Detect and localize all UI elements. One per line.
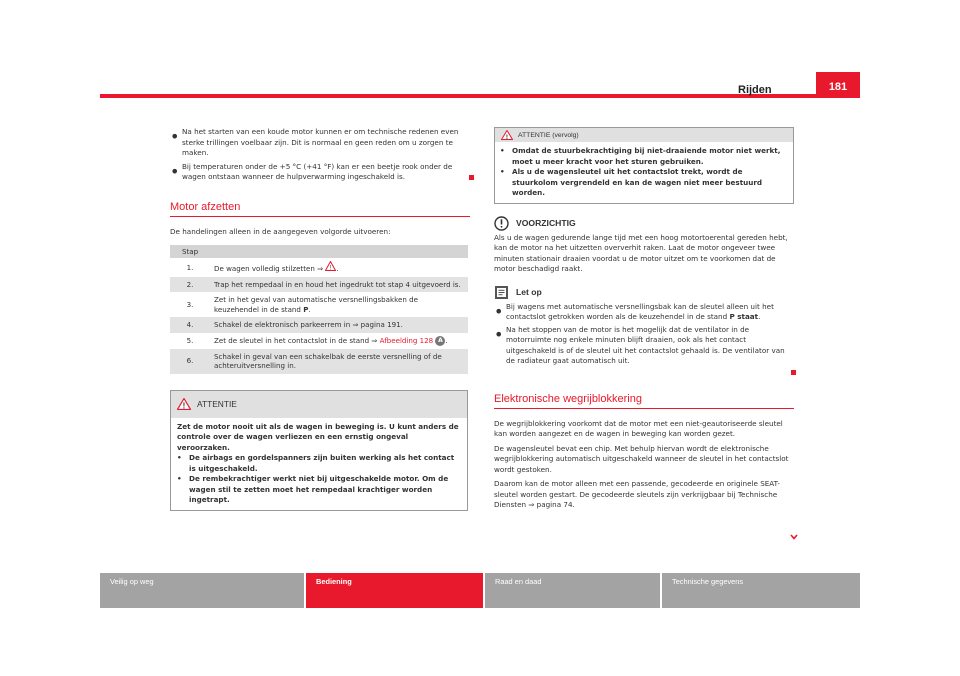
warning-bullet: • Omdat de stuurbekrachtiging bij niet-draaiende motor niet werkt, moet u meer kracht voor het sturen gebruiken. [500,146,781,166]
footer-tab-raad-en-daad[interactable]: Raad en daad [485,573,660,608]
section-heading-wegrijblokkering: Elektronische wegrijblokkering [494,393,794,409]
intro-bullet: • Bij temperaturen onder de +5 °C (+41 °F) kan er een beetje rook onder de wagen ontstaan wanneer de hulpverwarming ingeschakeld is. [170,161,453,181]
svg-text:!: ! [505,133,509,140]
table-row: 6. Schakel in geval van een schakelbak de eerste versnelling of de achteruitversnelling in. [170,349,468,374]
caution-block [494,216,794,275]
warning-bullet: • De airbags en gordelspanners zijn buiten werking als het contact is uitgeschakeld. [177,453,455,473]
note-bullet: • Na het stoppen van de motor is het mogelijk dat de ventilator in de motorruimte nog enkele minuten blijft draaien, ook als het contact uitgeschakeld is of de sleutel uit het contactslot gehaald is. De ventilator van de radiateur gaat automatisch uit. [494,324,785,365]
left-column [170,127,470,511]
footer-tab-bediening[interactable]: Bediening [306,573,483,608]
table-row: 2. Trap het rempedaal in en houd het ingedrukt tot stap 4 uitgevoerd is. [170,277,468,293]
warning-triangle-icon [177,398,191,410]
svg-text:!: ! [329,265,332,271]
page-number: 181 [816,72,860,98]
table-header: Stap [170,245,468,258]
warning-continued-box [494,127,794,204]
position-badge: A [435,336,445,346]
steps-table [170,245,468,374]
bullet-icon: • [500,167,505,176]
table-row: 5. Zet de sleutel in het contactslot in de stand ⇒ Afbeelding 128 A . [186,335,448,345]
table-row: 3. Zet in het geval van automatische versnellingsbakken de keuzehendel in de stand P. [186,295,418,314]
bullet-icon: • [170,161,180,181]
bullet-icon: • [500,146,505,155]
footer-tab-technische-gegevens[interactable]: Technische gegevens [662,573,860,608]
section-intro: De handelingen alleen in de aangegeven volgorde uitvoeren: [170,226,391,236]
paragraph: Daarom kan de motor alleen met een passende, gecodeerde en originele SEAT-sleutel worden gestart. De gecodeerde sleutels zijn verkrijgbaar bij Technische Diensten ⇒ pagina 74. [494,479,780,509]
caution-text: Als u de wagen gedurende lange tijd met een hoog motortoerental gereden hebt, kan de motor na het uitzetten oververhit raken. Laat de motor ongeveer twee minuten stationair draaien voordat u de motor uitzet om te voorkomen dat de motor beschadigd raakt. [494,232,788,273]
bullet-icon: • [177,474,182,483]
end-marker-icon [469,175,474,180]
bullet-icon: • [177,453,182,462]
table-row: 4. Schakel de elektronisch parkeerrem in ⇒ pagina 191. [170,317,468,333]
footer-tab-veilig-op-weg[interactable]: Veilig op weg [100,573,304,608]
page-title: Rijden [738,84,772,96]
warning-text: Zet de motor nooit uit als de wagen in beweging is. U kunt anders de controle over de wagen verliezen en een ernstig ongeval veroorzaken. [177,421,459,452]
warning-triangle-icon [325,261,336,271]
warning-bullet: • Als u de wagensleutel uit het contactslot trekt, wordt de stuurkolom vergrendeld en kan de wagen niet meer bestuurd worden. [500,167,763,197]
warning-bullet: • De rembekrachtiger werkt niet bij uitgeschakelde motor. Om de wagen stil te zetten moet het rempedaal krachtiger worden ingetrapt. [177,474,449,504]
note-block [494,285,794,367]
header-rule [100,94,816,98]
warning-continued-title: ATTENTIE (vervolg) [518,131,579,139]
note-icon [494,285,509,300]
continue-arrow-icon [790,533,798,541]
right-column [494,127,794,511]
bullet-icon: • [494,301,504,321]
section-heading-motor-afzetten: Motor afzetten [170,201,470,217]
bullet-icon: • [494,324,504,344]
bullet-icon: • [170,127,180,146]
note-bullet: • Bij wagens met automatische versnellingsbak kan de sleutel alleen uit het contactslot getrokken worden als de keuzehendel in de stand P staat. [494,301,774,321]
warning-title: ATTENTIE [197,399,237,409]
paragraph: De wegrijblokkering voorkomt dat de motor met een niet-geautoriseerde sleutel kan worden aangezet en de wagen in beweging kan worden gezet. [494,418,783,438]
note-title: Let op [516,287,542,297]
intro-bullet: • Na het starten van een koude motor kunnen er om technische redenen even sterke trillingen voelbaar zijn. Dit is normaal en geen reden om u zorgen te maken. [170,127,459,157]
end-marker-icon [791,370,796,375]
paragraph: De wagensleutel bevat een chip. Met behulp hiervan wordt de elektronische wegrijblokkering automatisch uitgeschakeld wanneer de sleutel in het contactslot wordt gestoken. [494,443,789,474]
caution-icon [494,216,509,231]
warning-triangle-icon [501,130,513,140]
caution-title: VOORZICHTIG [516,218,576,228]
warning-box [170,390,468,511]
figure-link[interactable]: Afbeelding 128 [379,335,434,345]
svg-text:!: ! [182,401,186,410]
table-row: 1. De wagen volledig stilzetten ⇒ ! . [186,262,339,273]
